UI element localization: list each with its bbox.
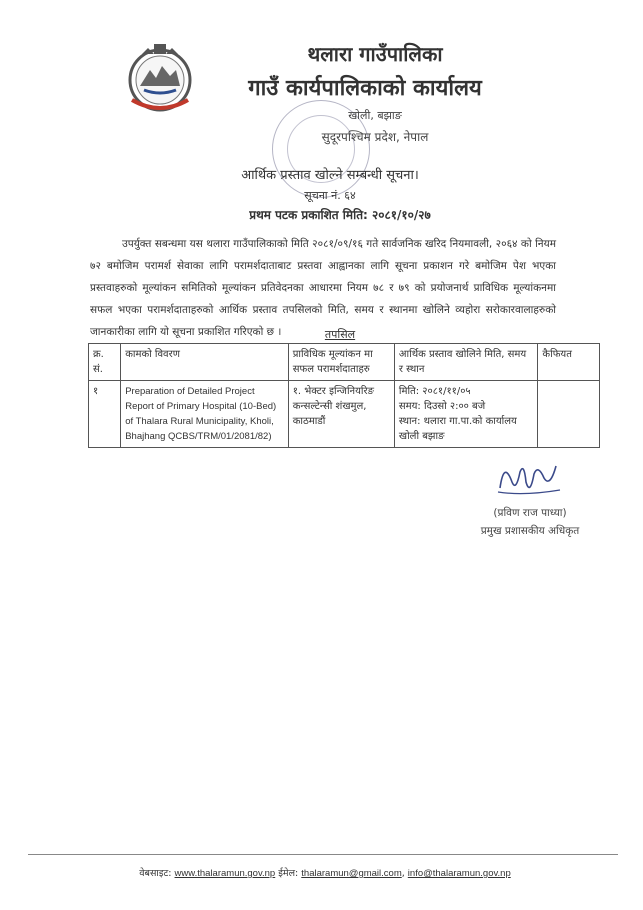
schedule-place: स्थान: थलारा गा.पा.को कार्यालय खोली बझाङ (398, 416, 517, 442)
email-link-2[interactable]: info@thalaramun.gov.np (407, 868, 511, 879)
table-header-row (89, 344, 600, 381)
header-schedule: आर्थिक प्रस्ताव खोलिने मिति, समय र स्थान (394, 344, 538, 381)
signatory-name: (प्रविण राज पाध्या) (493, 507, 567, 519)
signatory-title: प्रमुख प्रशासकीय अधिकृत (480, 525, 580, 537)
cell-sn: १ (89, 381, 121, 448)
website-label: वेबसाइट: (139, 868, 172, 879)
address-line-1: खोली, बझाङ (348, 109, 402, 122)
nepal-emblem-icon (122, 40, 198, 116)
cell-description: Preparation of Detailed Project Report of Primary Hospital (10-Bed) of Thalara Rural Municipality, Kholi, Bhajhang QCBS/TRM/01/2081/82) (121, 381, 289, 448)
cell-schedule (394, 381, 538, 448)
header-consultant: प्राविधिक मूल्यांकन मा सफल परामर्शदाताहरु (288, 344, 394, 381)
cell-remarks (538, 381, 600, 448)
header-description: कामको विवरण (121, 344, 289, 381)
table-caption: तपसिल (324, 328, 356, 341)
footer: वेबसाइट: www.thalaramun.gov.np ईमेल: thalaramun@gmail.com, info@thalaramun.gov.np (139, 868, 511, 879)
notice-subject: आर्थिक प्रस्ताव खोल्ने सम्बन्धी सूचना। (241, 168, 419, 183)
header-sn: क्र. सं. (89, 344, 121, 381)
notice-number: सूचना नं. ६४ (304, 189, 356, 202)
office-title: गाउँ कार्यपालिकाको कार्यालय (248, 76, 482, 101)
footer-divider (28, 854, 618, 855)
notice-body: उपर्युक्त सबन्धमा यस थलारा गाउँपालिकाको मिति २०८१/०९/१६ गते सार्वजनिक खरिद नियमावली, २०६४ को नियम ७२ बमोजिम परामर्श सेवाका लागि परामर्शदाताबाट प्रस्तवा आह्वानका लागि सूचना प्रकाशन गरे बमोजिम पेश भएका प्रस्तवाहरुको मूल्यांकन समितिको मूल्यांकन प्रतिवेदनका आधारमा नियम ७८ र ७९ को प्रयोजनार्थ प्राविधिक मूल्यांकनमा सफल भएका परामर्शदाताहरुको आर्थिक प्रस्ताव तपसिलको मिति, समय र स्थानमा खोलिने व्यहोरा सरोकारवालाहरुको जानकारीका लागि यो सूचना प्रकाशित गरिएको छ । (90, 237, 556, 338)
header-remarks: कैफियत (538, 344, 600, 381)
schedule-date: मिति: २०८१/११/०५ (398, 386, 471, 397)
schedule-time: समय: दिउसो २:०० बजे (398, 401, 486, 412)
municipality-title: थलारा गाउँपालिका (307, 42, 443, 66)
email-label: ईमेल: (278, 868, 299, 879)
email-link-1[interactable]: thalaramun@gmail.com (301, 868, 402, 879)
address-line-2: सुदूरपश्चिम प्रदेश, नेपाल (321, 130, 429, 144)
signature-icon (494, 452, 564, 502)
details-table (88, 343, 600, 448)
published-date: प्रथम पटक प्रकाशित मिति: २०८१/१०/२७ (249, 208, 431, 222)
cell-consultant: १. भेक्टर इन्जिनियरिङ कन्सल्टेन्सी शंखमुल, काठमाडौं (288, 381, 394, 448)
website-link[interactable]: www.thalaramun.gov.np (174, 868, 276, 879)
table-row (89, 381, 600, 448)
